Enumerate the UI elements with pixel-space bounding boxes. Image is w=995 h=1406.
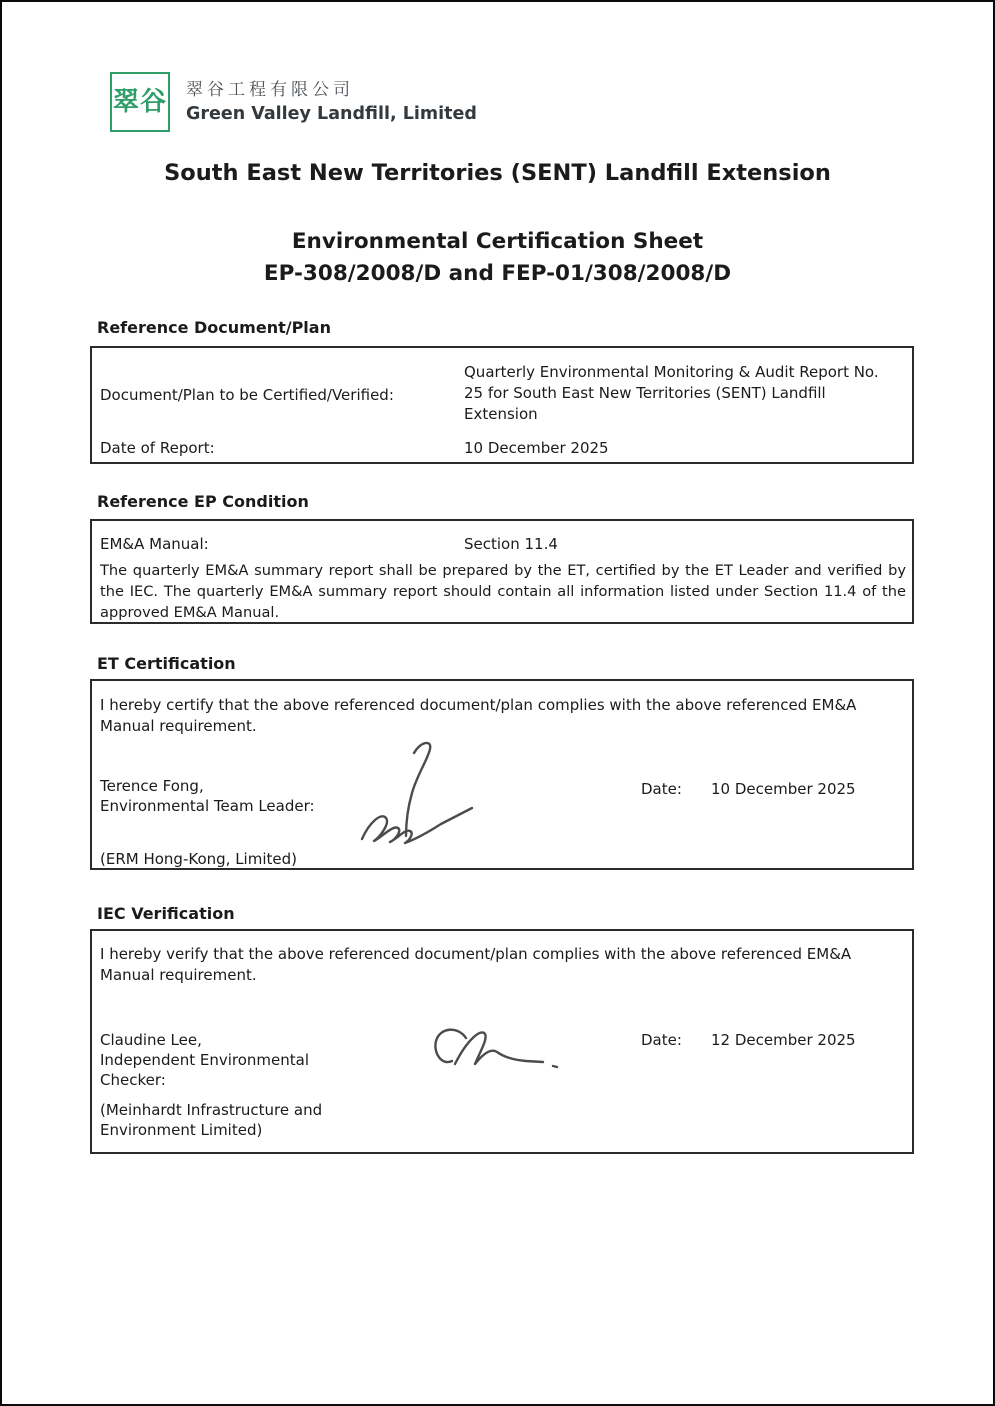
iec-signatory-name: Claudine Lee, [100, 1031, 202, 1049]
et-signatory-title: Environmental Team Leader: [100, 797, 315, 815]
et-certification-heading: ET Certification [97, 654, 236, 673]
document-title: South East New Territories (SENT) Landfill Extension [164, 160, 831, 186]
iec-verification-box [90, 929, 914, 1154]
subtitle-line-1: Environmental Certification Sheet [291, 229, 704, 254]
iec-signatory-title-line2: Checker: [100, 1071, 166, 1089]
ep-condition-description: The quarterly EM&A summary report shall be prepared by the ET, certified by the ET Leader and verified by the IEC. The quarterly EM&A summary report should contain all information listed under Section 11.4 of the approved EM&A Manual. [100, 562, 906, 621]
ema-manual-label: EM&A Manual: [100, 535, 209, 553]
date-of-report-label: Date of Report: [100, 439, 215, 457]
logo-mark-characters: 翠谷 [112, 87, 167, 117]
company-name-english: Green Valley Landfill, Limited [186, 104, 477, 124]
document-subtitle [2, 226, 993, 290]
iec-date-value: 12 December 2025 [711, 1031, 856, 1049]
ema-manual-value: Section 11.4 [464, 535, 558, 553]
iec-signatory-title-line1: Independent Environmental [100, 1051, 309, 1069]
et-certification-statement: I hereby certify that the above referenced document/plan complies with the above referenced EM&A Manual requirement. [100, 696, 857, 735]
document-plan-label: Document/Plan to be Certified/Verified: [100, 386, 394, 404]
et-date-label: Date: [641, 780, 682, 798]
et-signatory-company: (ERM Hong-Kong, Limited) [100, 850, 297, 868]
company-logo [110, 72, 477, 132]
et-leader-signature [354, 739, 479, 851]
subtitle-line-2: EP-308/2008/D and FEP-01/308/2008/D [263, 261, 732, 286]
iec-date-label: Date: [641, 1031, 682, 1049]
iec-signatory-company-line1: (Meinhardt Infrastructure and [100, 1101, 323, 1119]
green-valley-logo-icon [110, 72, 170, 132]
iec-signatory-company-line2: Environment Limited) [100, 1121, 263, 1139]
date-of-report-value: 10 December 2025 [464, 439, 609, 457]
iec-verification-heading: IEC Verification [97, 904, 235, 923]
logo-text-block [186, 78, 477, 126]
iec-checker-signature [426, 1024, 574, 1084]
reference-ep-condition-heading: Reference EP Condition [97, 492, 309, 511]
document-plan-value: Quarterly Environmental Monitoring & Audit Report No. 25 for South East New Territories (SENT) Landfill Extension [464, 363, 879, 423]
company-name-chinese: 翠谷工程有限公司 [186, 80, 354, 100]
reference-document-heading: Reference Document/Plan [97, 318, 331, 337]
reference-document-box [90, 346, 914, 464]
iec-verification-statement: I hereby verify that the above referenced document/plan complies with the above referenced EM&A Manual requirement. [100, 945, 852, 984]
et-certification-box [90, 679, 914, 870]
reference-ep-condition-box [90, 519, 914, 624]
et-signatory-name: Terence Fong, [100, 777, 204, 795]
et-date-value: 10 December 2025 [711, 780, 856, 798]
